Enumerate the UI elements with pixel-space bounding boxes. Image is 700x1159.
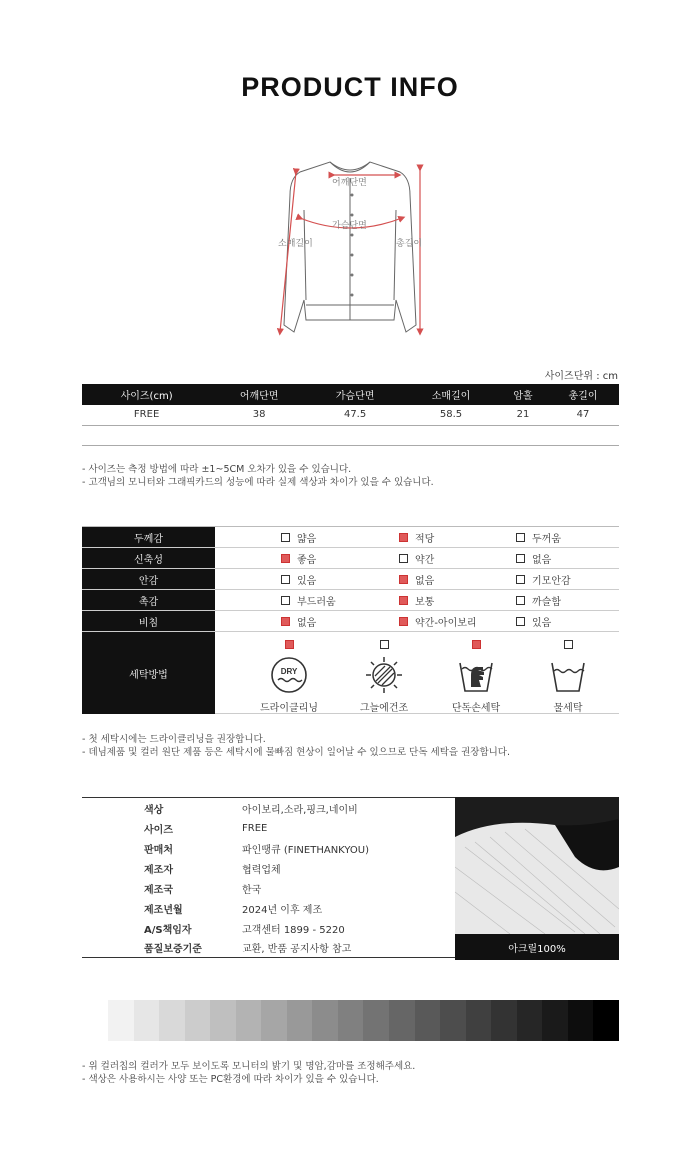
color-chip [134, 1000, 160, 1041]
sleeve-label: 소매길이 [278, 239, 313, 249]
size-diagram [270, 150, 430, 350]
chest-label: 가슴단면 [332, 221, 367, 231]
info-value: 한국 [242, 884, 262, 896]
info-row [82, 898, 455, 918]
shoulder-label: 어깨단면 [332, 178, 367, 188]
option-label: 없음 [532, 554, 552, 566]
info-row [82, 798, 455, 818]
color-note: - 위 컬러칩의 컬러가 모두 보이도록 모니터의 밝기 및 명암,감마를 조정해주세요. [82, 1061, 416, 1072]
option-label: 약간 [415, 554, 435, 566]
color-chip [593, 1000, 619, 1041]
wash-notes [82, 733, 510, 759]
checkbox-icon [281, 554, 290, 563]
attribute-option [215, 590, 399, 610]
info-key: 제조자 [144, 864, 173, 876]
color-chip [389, 1000, 415, 1041]
size-header: 사이즈(cm) [82, 384, 211, 405]
option-label: 부드러움 [297, 596, 336, 608]
dry-badge: DRY [280, 667, 298, 676]
option-label: 없음 [297, 617, 317, 629]
size-header: 가슴단면 [307, 384, 403, 405]
shade-dry-icon [364, 655, 404, 695]
checkbox-icon [281, 533, 290, 542]
fabric-composition: 아크릴100% [455, 934, 619, 960]
dry-clean-icon [269, 655, 309, 695]
info-key: 색상 [144, 804, 164, 816]
size-header: 소매길이 [403, 384, 499, 405]
info-row [82, 938, 455, 958]
attribute-label: 안감 [82, 569, 215, 589]
attribute-option [516, 611, 616, 631]
checkbox-icon [564, 640, 573, 649]
size-notes [82, 463, 434, 489]
size-unit: 사이즈단위 : cm [544, 371, 618, 382]
color-chip [542, 1000, 568, 1041]
empty-row [82, 425, 619, 445]
checkbox-icon [516, 554, 525, 563]
color-chip [312, 1000, 338, 1041]
attribute-option [215, 527, 399, 547]
size-cell: 47 [547, 405, 619, 425]
attribute-option [399, 611, 516, 631]
attribute-option [516, 569, 616, 589]
size-header: 암홀 [499, 384, 547, 405]
size-header: 어깨단면 [211, 384, 307, 405]
info-row [82, 838, 455, 858]
info-row [82, 878, 455, 898]
info-key: 사이즈 [144, 824, 173, 836]
checkbox-icon [516, 617, 525, 626]
attribute-option [399, 548, 516, 568]
attribute-option [516, 527, 616, 547]
option-label: 기모안감 [532, 575, 571, 587]
wash-option-label: 그늘에건조 [359, 703, 409, 714]
hand-wash-icon [456, 655, 496, 695]
option-label: 약간-아이보리 [415, 617, 477, 629]
info-key: 품질보증기준 [144, 944, 202, 955]
attribute-label: 촉감 [82, 590, 215, 610]
attribute-option [399, 527, 516, 547]
color-note: - 색상은 사용하시는 사양 또는 PC환경에 따라 차이가 있을 수 있습니다. [82, 1074, 379, 1085]
color-chip [517, 1000, 543, 1041]
info-value: 파인땡큐 (FINETHANKYOU) [242, 844, 370, 856]
info-row [82, 918, 455, 938]
size-cell: 58.5 [403, 405, 499, 425]
info-key: A/S책임자 [144, 924, 192, 936]
checkbox-icon [516, 575, 525, 584]
info-key: 제조국 [144, 884, 173, 896]
checkbox-icon [399, 554, 408, 563]
checkbox-icon [380, 640, 389, 649]
size-cell: 47.5 [307, 405, 403, 425]
attribute-option [215, 569, 399, 589]
attribute-option [215, 611, 399, 631]
size-note: - 사이즈는 측정 방법에 따라 ±1~5CM 오차가 있을 수 있습니다. [82, 464, 352, 475]
page-title: PRODUCT INFO [241, 72, 459, 102]
fabric-photo [455, 797, 619, 934]
checkbox-icon [399, 596, 408, 605]
color-chip [185, 1000, 211, 1041]
info-value: 고객센터 1899 - 5220 [242, 924, 345, 936]
size-header: 총길이 [547, 384, 619, 405]
attribute-label: 신축성 [82, 548, 215, 568]
checkbox-icon [281, 596, 290, 605]
size-cell: FREE [82, 405, 211, 425]
table-row [82, 405, 619, 425]
size-cell: 38 [211, 405, 307, 425]
attribute-option [215, 548, 399, 568]
color-chip [338, 1000, 364, 1041]
checkbox-icon [281, 575, 290, 584]
color-chip [261, 1000, 287, 1041]
attribute-option [516, 590, 616, 610]
attribute-table [82, 526, 619, 714]
color-chip [568, 1000, 594, 1041]
water-wash-icon [548, 655, 588, 695]
attribute-option [399, 590, 516, 610]
checkbox-icon [516, 533, 525, 542]
option-label: 있음 [532, 617, 552, 629]
checkbox-icon [399, 575, 408, 584]
attribute-row [82, 590, 619, 611]
color-chip [108, 1000, 134, 1041]
checkbox-icon [281, 617, 290, 626]
checkbox-icon [399, 617, 408, 626]
option-label: 좋음 [297, 554, 317, 566]
wash-option [244, 640, 334, 714]
color-chip [159, 1000, 185, 1041]
size-cell: 21 [499, 405, 547, 425]
wash-option [523, 640, 613, 714]
wash-option-label: 물세탁 [553, 703, 583, 714]
info-key: 제조년월 [144, 904, 183, 916]
color-chip [415, 1000, 441, 1041]
option-label: 까슬함 [532, 596, 561, 608]
color-notes [82, 1060, 415, 1086]
info-value: 아이보리,소라,핑크,네이비 [242, 804, 358, 816]
option-label: 적당 [415, 533, 435, 545]
info-key: 판매처 [144, 844, 173, 856]
attribute-row [82, 548, 619, 569]
option-label: 얇음 [297, 533, 317, 545]
option-label: 있음 [297, 575, 317, 587]
grayscale-chart [108, 1000, 619, 1041]
attribute-label: 두께감 [82, 527, 215, 547]
color-chip [466, 1000, 492, 1041]
wash-note: - 첫 세탁시에는 드라이클리닝을 권장합니다. [82, 734, 266, 745]
wash-option [431, 640, 521, 714]
wash-row [82, 632, 619, 714]
color-chip [363, 1000, 389, 1041]
color-chip [440, 1000, 466, 1041]
info-row [82, 858, 455, 878]
checkbox-icon [472, 640, 481, 649]
attribute-label: 비침 [82, 611, 215, 631]
option-label: 두꺼움 [532, 533, 561, 545]
info-value: 2024년 이후 제조 [242, 904, 323, 916]
empty-cell [82, 425, 619, 445]
option-label: 없음 [415, 575, 435, 587]
info-value: FREE [242, 822, 268, 834]
attribute-row [82, 611, 619, 632]
checkbox-icon [516, 596, 525, 605]
checkbox-icon [285, 640, 294, 649]
option-label: 보통 [415, 596, 435, 608]
wash-note: - 데님제품 및 컬러 원단 제품 등은 세탁시에 물빠짐 현상이 일어날 수 있으므로 단독 세탁을 권장합니다. [82, 747, 511, 758]
wash-option [339, 640, 429, 714]
attribute-option [399, 569, 516, 589]
info-row [82, 818, 455, 838]
wash-option-label: 단독손세탁 [451, 703, 501, 714]
size-table [82, 384, 619, 446]
color-chip [491, 1000, 517, 1041]
attribute-option [516, 548, 616, 568]
checkbox-icon [399, 533, 408, 542]
info-value: 교환, 반품 공지사항 참고 [242, 944, 352, 955]
attribute-row [82, 569, 619, 590]
color-chip [210, 1000, 236, 1041]
color-chip [287, 1000, 313, 1041]
color-chip [236, 1000, 262, 1041]
info-value: 협력업체 [242, 864, 281, 876]
size-note: - 고객님의 모니터와 그래픽카드의 성능에 따라 실제 색상과 차이가 있을 수 있습니다. [82, 477, 434, 488]
wash-label: 세탁방법 [82, 632, 215, 714]
attribute-row [82, 527, 619, 548]
wash-option-label: 드라이클리닝 [260, 703, 318, 714]
length-label: 총길이 [396, 239, 423, 249]
